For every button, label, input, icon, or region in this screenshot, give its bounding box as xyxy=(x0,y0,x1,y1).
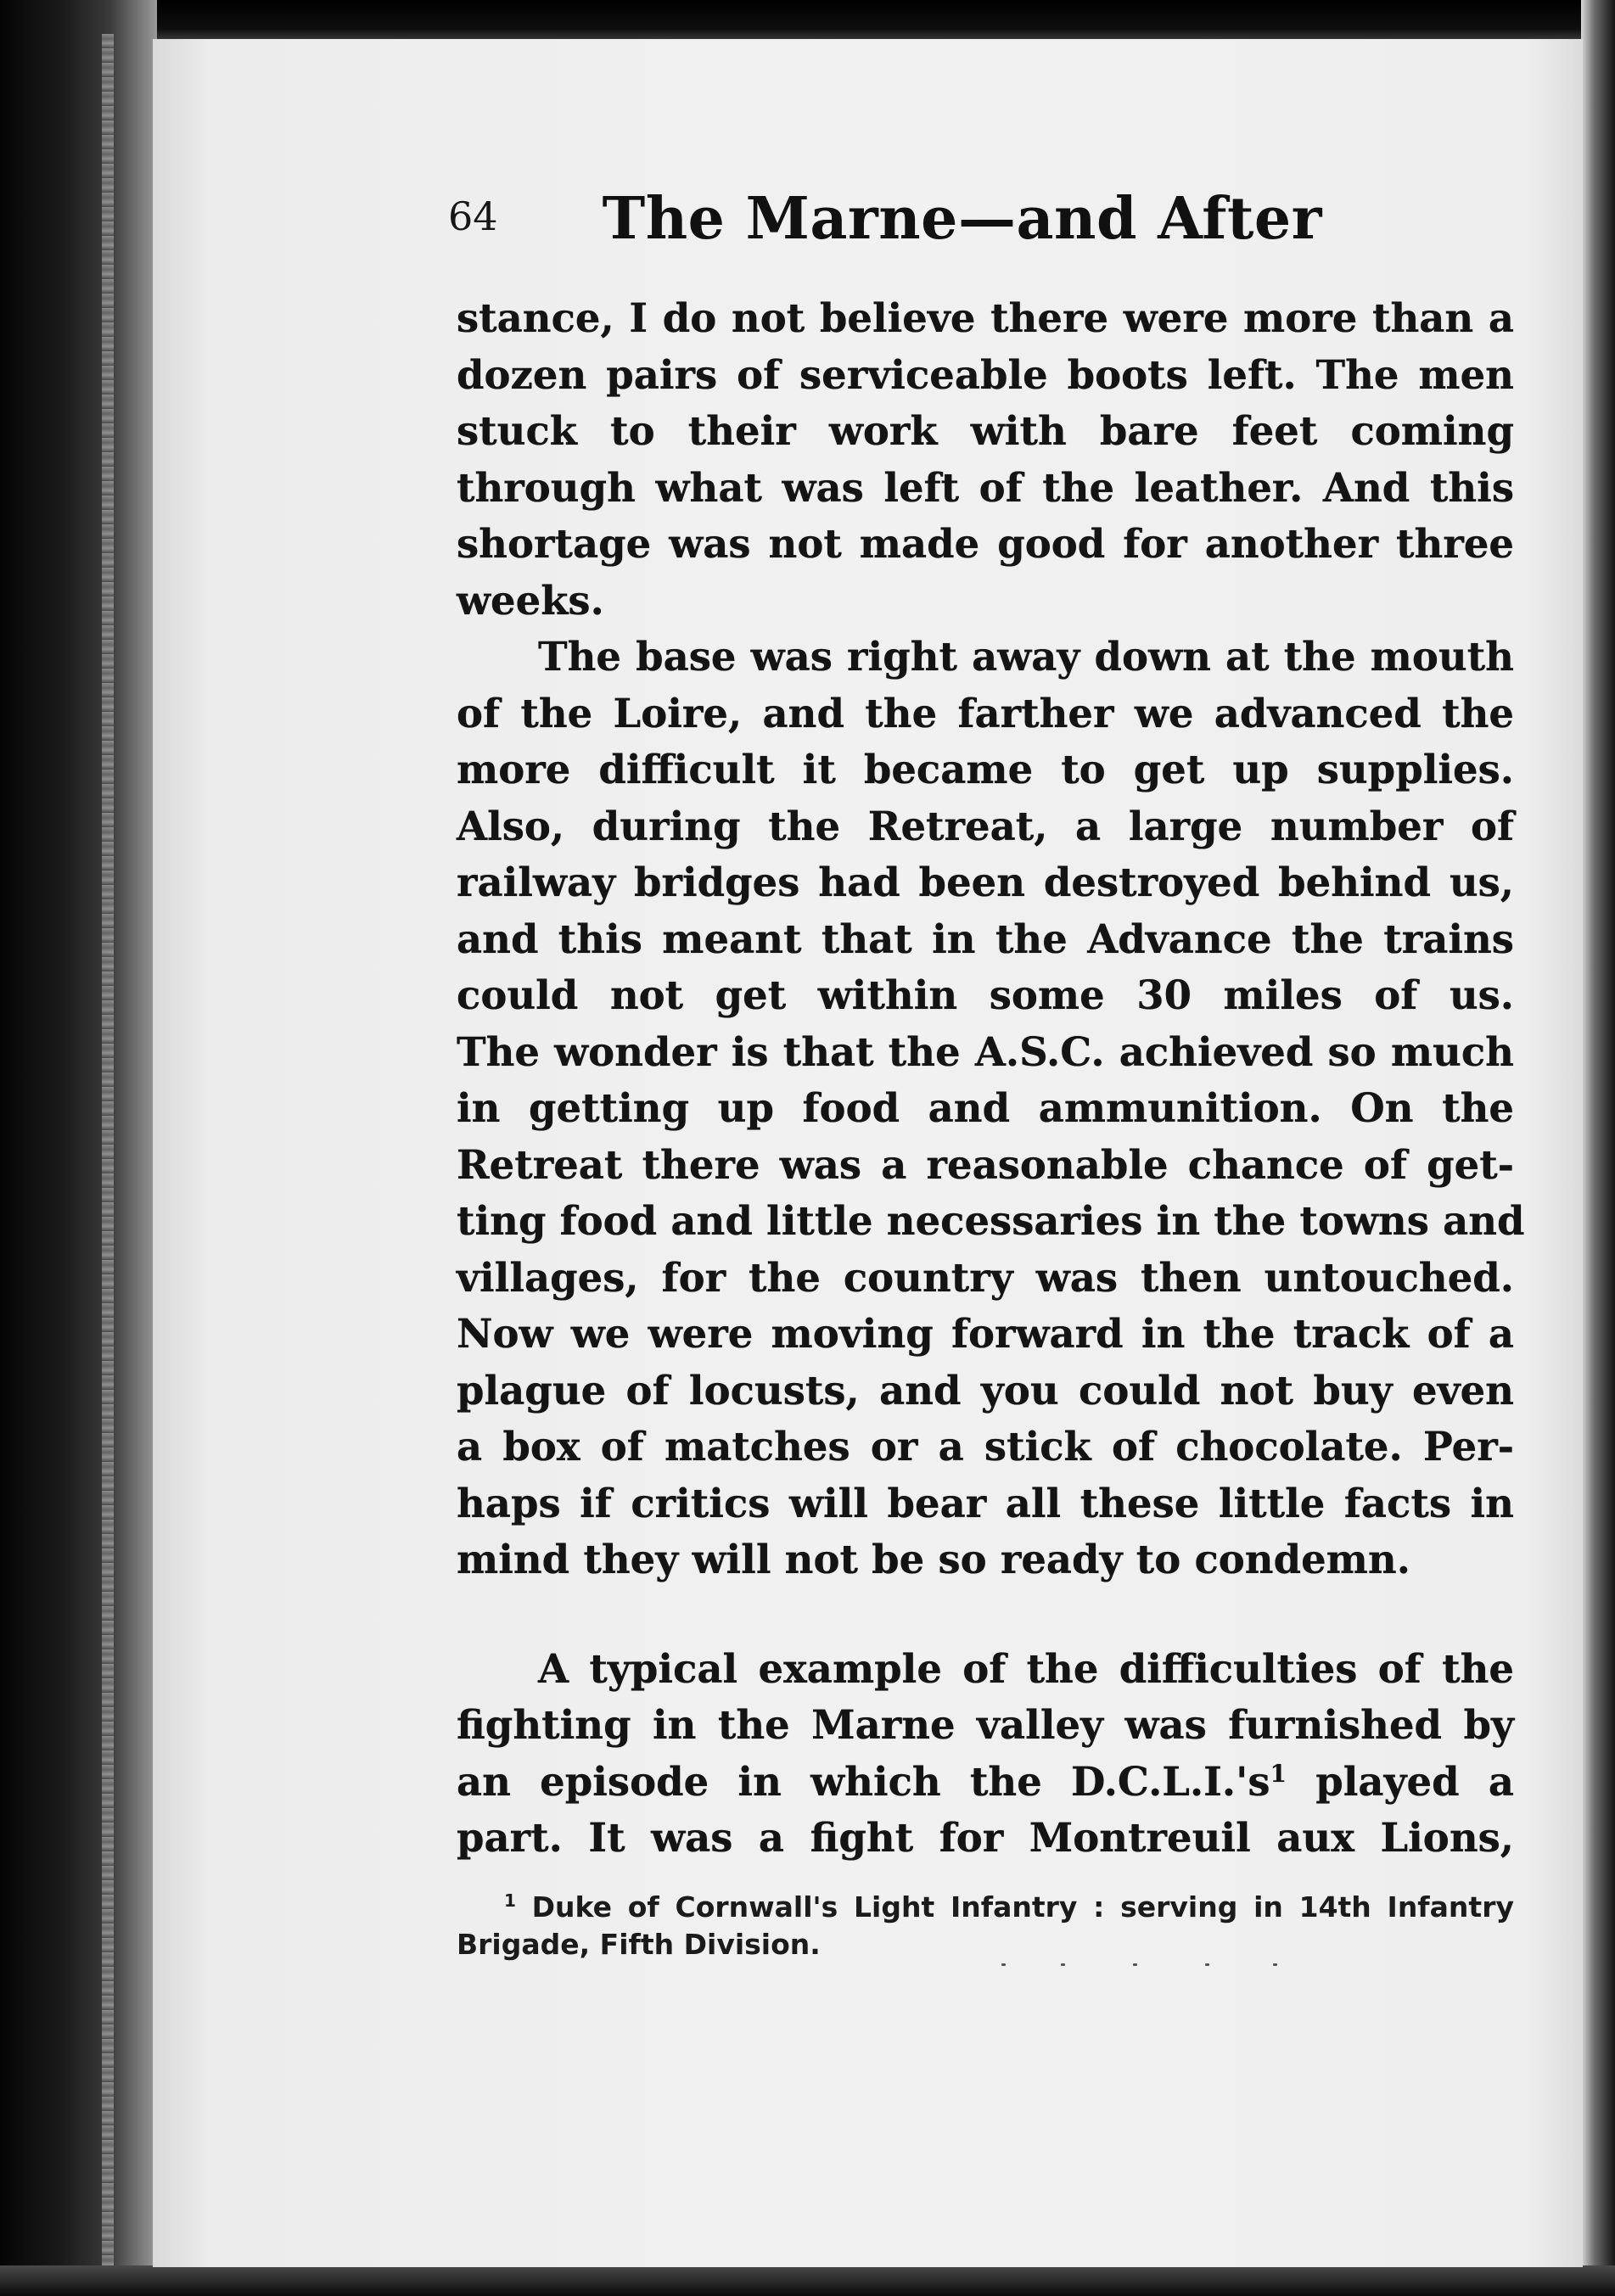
text-line: stance, I do not believe there were more than a xyxy=(457,294,1514,341)
scan-border-right xyxy=(1581,0,1615,2296)
footnote-mark: 1 xyxy=(504,1890,516,1911)
body-text xyxy=(457,290,1525,1867)
paragraph xyxy=(457,290,1514,629)
text-line: The base was right away down at the mouth xyxy=(538,633,1514,680)
speck xyxy=(1001,1963,1006,1966)
text-line-with-footnote xyxy=(457,1754,1514,1811)
footnote-line xyxy=(457,1889,1514,1926)
text-line: a box of matches or a stick of chocolate. Per- xyxy=(457,1423,1514,1470)
text-fragment: an episode in which the D.C.L.I.'s xyxy=(457,1757,1270,1805)
text-line: part. It was a fight for Montreuil aux Lions, xyxy=(457,1814,1514,1861)
paragraph xyxy=(457,1641,1514,1867)
speck xyxy=(1273,1963,1277,1966)
text-line: of the Loire, and the farther we advanced the xyxy=(457,689,1514,736)
footnote-line: Brigade, Fifth Division. xyxy=(457,1928,821,1961)
speck xyxy=(1205,1963,1209,1966)
text-line: and this meant that in the Advance the trains xyxy=(457,915,1514,962)
text-line: dozen pairs of serviceable boots left. The men xyxy=(457,350,1514,398)
text-line: ting food and little necessaries in the towns and xyxy=(457,1197,1525,1244)
speck xyxy=(1133,1963,1137,1966)
text-line: through what was left of the leather. And this xyxy=(457,463,1514,511)
speck xyxy=(1061,1963,1065,1966)
footnote xyxy=(457,1889,1514,1963)
text-line: haps if critics will bear all these little facts in xyxy=(457,1479,1514,1526)
text-line: mind they will not be so ready to condemn. xyxy=(457,1536,1410,1582)
text-line: fighting in the Marne valley was furnished by xyxy=(457,1701,1514,1748)
scan-border-left xyxy=(0,0,157,2296)
text-line: shortage was not made good for another three xyxy=(457,520,1514,567)
text-line: Also, during the Retreat, a large number of xyxy=(457,802,1514,849)
text-line: stuck to their work with bare feet coming xyxy=(457,407,1514,454)
text-line: A typical example of the difficulties of the xyxy=(538,1644,1514,1692)
section-break xyxy=(457,1588,1514,1641)
running-head: The Marne—and After xyxy=(602,185,1322,253)
scan-border-top xyxy=(0,0,1615,41)
text-line: Now we were moving forward in the track of a xyxy=(457,1310,1514,1357)
scan-specks xyxy=(984,1963,1409,1972)
text-line: in getting up food and ammunition. On the xyxy=(457,1084,1514,1131)
text-fragment: played a xyxy=(1287,1757,1514,1805)
text-line: plague of locusts, and you could not buy even xyxy=(457,1366,1514,1414)
text-line: The wonder is that the A.S.C. achieved so much xyxy=(457,1028,1514,1075)
paragraph xyxy=(457,629,1525,1588)
page-header xyxy=(448,185,1322,261)
text-line: Retreat there was a reasonable chance of get- xyxy=(457,1140,1514,1188)
text-line: weeks. xyxy=(457,576,604,624)
scan-border-bottom xyxy=(0,2265,1615,2296)
page-number: 64 xyxy=(448,193,498,239)
text-line: villages, for the country was then untouched. xyxy=(457,1253,1514,1301)
text-line: could not get within some 30 miles of us. xyxy=(457,972,1514,1018)
footnote-reference: 1 xyxy=(1270,1759,1287,1788)
text-line: more difficult it became to get up supplies. xyxy=(457,746,1514,792)
footnote-text: Duke of Cornwall's Light Infantry : serving in 14th Infantry xyxy=(515,1890,1514,1924)
text-line: railway bridges had been destroyed behind us, xyxy=(457,859,1514,905)
